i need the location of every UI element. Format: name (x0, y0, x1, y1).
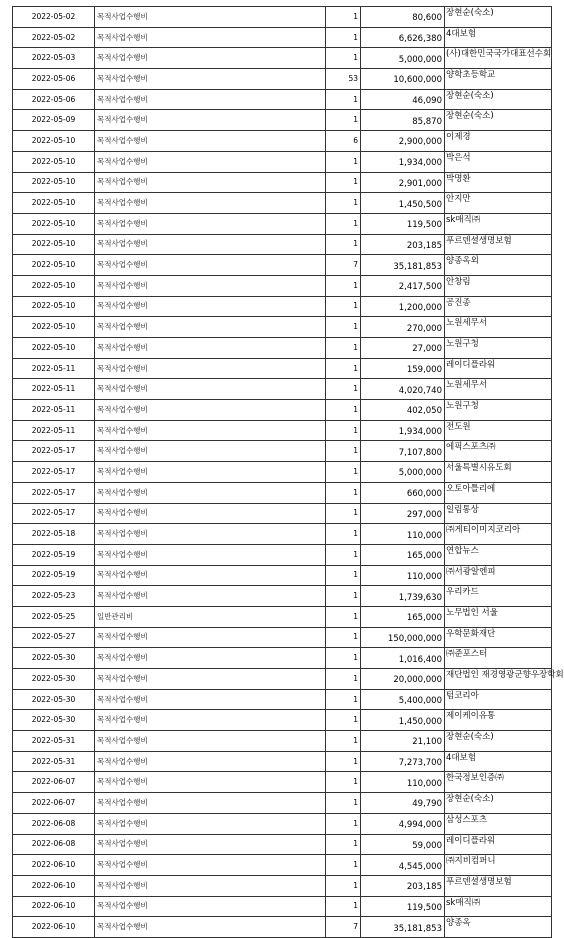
payee-cell: 일림통상 (445, 503, 552, 524)
date-cell: 2022-05-17 (13, 482, 95, 503)
table-row (13, 441, 552, 462)
category-cell: 목적사업수행비 (95, 69, 326, 90)
table-row (13, 689, 552, 710)
count-cell: 1 (326, 648, 361, 669)
count-cell: 1 (326, 482, 361, 503)
payee-cell: 4대보험 (445, 751, 552, 772)
amount-cell: 1,450,500 (361, 193, 445, 214)
table-row (13, 855, 552, 876)
amount-cell: 7,107,800 (361, 441, 445, 462)
amount-cell: 4,545,000 (361, 855, 445, 876)
date-cell: 2022-06-08 (13, 834, 95, 855)
count-cell: 1 (326, 606, 361, 627)
category-cell: 목적사업수행비 (95, 317, 326, 338)
date-cell: 2022-05-18 (13, 524, 95, 545)
payee-cell: ㈜게티이미지코리아 (445, 524, 552, 545)
amount-cell: 1,016,400 (361, 648, 445, 669)
category-cell: 목적사업수행비 (95, 255, 326, 276)
date-cell: 2022-05-02 (13, 7, 95, 28)
category-cell: 목적사업수행비 (95, 855, 326, 876)
payee-cell: 텀코리아 (445, 689, 552, 710)
amount-cell: 297,000 (361, 503, 445, 524)
count-cell: 1 (326, 379, 361, 400)
amount-cell: 203,185 (361, 234, 445, 255)
amount-cell: 119,500 (361, 213, 445, 234)
table-row (13, 896, 552, 917)
count-cell: 1 (326, 544, 361, 565)
category-cell: 목적사업수행비 (95, 275, 326, 296)
ledger-body (13, 7, 564, 938)
amount-cell: 1,450,000 (361, 710, 445, 731)
amount-cell: 159,000 (361, 358, 445, 379)
category-cell: 목적사업수행비 (95, 400, 326, 421)
category-cell: 목적사업수행비 (95, 813, 326, 834)
category-cell: 목적사업수행비 (95, 751, 326, 772)
count-cell: 1 (326, 420, 361, 441)
count-cell: 1 (326, 400, 361, 421)
table-row (13, 482, 552, 503)
payee-cell: 4대보험 (445, 27, 552, 48)
amount-cell: 5,400,000 (361, 689, 445, 710)
count-cell: 1 (326, 813, 361, 834)
date-cell: 2022-05-10 (13, 296, 95, 317)
amount-cell: 110,000 (361, 772, 445, 793)
amount-cell: 5,000,000 (361, 48, 445, 69)
date-cell: 2022-05-30 (13, 689, 95, 710)
payee-cell: 장현순(숙소) (445, 793, 552, 814)
date-cell: 2022-05-11 (13, 420, 95, 441)
category-cell: 목적사업수행비 (95, 544, 326, 565)
count-cell: 53 (326, 69, 361, 90)
category-cell: 목적사업수행비 (95, 669, 326, 690)
amount-cell: 46,090 (361, 89, 445, 110)
amount-cell: 5,000,000 (361, 462, 445, 483)
table-row (13, 669, 552, 690)
count-cell: 1 (326, 151, 361, 172)
category-cell: 목적사업수행비 (95, 441, 326, 462)
date-cell: 2022-05-10 (13, 213, 95, 234)
date-cell: 2022-05-17 (13, 441, 95, 462)
date-cell: 2022-05-06 (13, 69, 95, 90)
payee-cell: 레이디플라워 (445, 358, 552, 379)
table-row (13, 586, 552, 607)
table-row (13, 772, 552, 793)
category-cell: 목적사업수행비 (95, 213, 326, 234)
payee-cell: 양종옥 (445, 917, 552, 938)
date-cell: 2022-05-09 (13, 110, 95, 131)
count-cell: 1 (326, 710, 361, 731)
count-cell: 7 (326, 917, 361, 938)
table-row (13, 48, 552, 69)
amount-cell: 2,900,000 (361, 131, 445, 152)
date-cell: 2022-05-06 (13, 89, 95, 110)
count-cell: 1 (326, 172, 361, 193)
table-row (13, 503, 552, 524)
payee-cell: 장현순(숙소) (445, 731, 552, 752)
date-cell: 2022-06-10 (13, 875, 95, 896)
category-cell: 목적사업수행비 (95, 89, 326, 110)
category-cell: 목적사업수행비 (95, 565, 326, 586)
date-cell: 2022-05-10 (13, 131, 95, 152)
date-cell: 2022-05-19 (13, 565, 95, 586)
payee-cell: ㈜지비컴퍼니 (445, 855, 552, 876)
count-cell: 1 (326, 834, 361, 855)
count-cell: 1 (326, 524, 361, 545)
table-row (13, 875, 552, 896)
date-cell: 2022-05-31 (13, 731, 95, 752)
category-cell: 목적사업수행비 (95, 27, 326, 48)
payee-cell: ㈜서광알엔피 (445, 565, 552, 586)
category-cell: 목적사업수행비 (95, 7, 326, 28)
count-cell: 1 (326, 772, 361, 793)
date-cell: 2022-05-10 (13, 275, 95, 296)
amount-cell: 1,200,000 (361, 296, 445, 317)
count-cell: 1 (326, 503, 361, 524)
date-cell: 2022-05-19 (13, 544, 95, 565)
date-cell: 2022-05-11 (13, 358, 95, 379)
amount-cell: 165,000 (361, 606, 445, 627)
amount-cell: 2,417,500 (361, 275, 445, 296)
count-cell: 1 (326, 317, 361, 338)
category-cell: 목적사업수행비 (95, 586, 326, 607)
payee-cell: 안지만 (445, 193, 552, 214)
count-cell: 1 (326, 751, 361, 772)
date-cell: 2022-05-03 (13, 48, 95, 69)
payee-cell: 에픽스포츠㈜ (445, 441, 552, 462)
category-cell: 목적사업수행비 (95, 338, 326, 359)
date-cell: 2022-05-11 (13, 379, 95, 400)
table-row (13, 606, 552, 627)
amount-cell: 4,994,000 (361, 813, 445, 834)
date-cell: 2022-06-07 (13, 793, 95, 814)
count-cell: 7 (326, 255, 361, 276)
payee-cell: 양학초등학교 (445, 69, 552, 90)
count-cell: 1 (326, 27, 361, 48)
date-cell: 2022-05-30 (13, 669, 95, 690)
date-cell: 2022-05-10 (13, 317, 95, 338)
table-row (13, 27, 552, 48)
payee-cell: 서울특별시유도회 (445, 462, 552, 483)
category-cell: 목적사업수행비 (95, 420, 326, 441)
amount-cell: 150,000,000 (361, 627, 445, 648)
category-cell: 목적사업수행비 (95, 358, 326, 379)
date-cell: 2022-05-31 (13, 751, 95, 772)
count-cell: 1 (326, 358, 361, 379)
expense-ledger-table (12, 6, 564, 938)
category-cell: 일반관리비 (95, 606, 326, 627)
table-row (13, 648, 552, 669)
table-row (13, 420, 552, 441)
payee-cell: 노원구청 (445, 338, 552, 359)
payee-cell: 푸르덴셜생명보험 (445, 875, 552, 896)
category-cell: 목적사업수행비 (95, 110, 326, 131)
amount-cell: 35,181,853 (361, 255, 445, 276)
count-cell: 1 (326, 89, 361, 110)
count-cell: 1 (326, 213, 361, 234)
payee-cell: 오토아틀리에 (445, 482, 552, 503)
amount-cell: 6,626,380 (361, 27, 445, 48)
date-cell: 2022-05-30 (13, 710, 95, 731)
payee-cell: 안창림 (445, 275, 552, 296)
date-cell: 2022-06-10 (13, 917, 95, 938)
payee-cell: (사)대한민국국가대표선수회 (445, 48, 552, 69)
category-cell: 목적사업수행비 (95, 462, 326, 483)
count-cell: 1 (326, 896, 361, 917)
amount-cell: 35,181,853 (361, 917, 445, 938)
date-cell: 2022-05-10 (13, 338, 95, 359)
table-row (13, 255, 552, 276)
table-row (13, 317, 552, 338)
payee-cell: 우리카드 (445, 586, 552, 607)
count-cell: 1 (326, 296, 361, 317)
amount-cell: 21,100 (361, 731, 445, 752)
payee-cell: 노원세무서 (445, 317, 552, 338)
amount-cell: 203,185 (361, 875, 445, 896)
payee-cell: 우학문화재단 (445, 627, 552, 648)
payee-cell: 삼성스포츠 (445, 813, 552, 834)
count-cell: 1 (326, 669, 361, 690)
table-row (13, 710, 552, 731)
payee-cell: 노원세무서 (445, 379, 552, 400)
count-cell: 1 (326, 875, 361, 896)
category-cell: 목적사업수행비 (95, 172, 326, 193)
category-cell: 목적사업수행비 (95, 710, 326, 731)
payee-cell: ㈜준포스터 (445, 648, 552, 669)
count-cell: 1 (326, 441, 361, 462)
amount-cell: 7,273,700 (361, 751, 445, 772)
table-row (13, 731, 552, 752)
count-cell: 6 (326, 131, 361, 152)
table-row (13, 400, 552, 421)
payee-cell: 박명환 (445, 172, 552, 193)
table-row (13, 131, 552, 152)
date-cell: 2022-05-30 (13, 648, 95, 669)
count-cell: 1 (326, 793, 361, 814)
table-row (13, 213, 552, 234)
table-row (13, 544, 552, 565)
count-cell: 1 (326, 462, 361, 483)
count-cell: 1 (326, 110, 361, 131)
date-cell: 2022-05-17 (13, 462, 95, 483)
count-cell: 1 (326, 234, 361, 255)
date-cell: 2022-05-10 (13, 234, 95, 255)
count-cell: 1 (326, 7, 361, 28)
table-row (13, 917, 552, 938)
payee-cell: sk매직㈜ (445, 896, 552, 917)
amount-cell: 2,901,000 (361, 172, 445, 193)
amount-cell: 1,739,630 (361, 586, 445, 607)
category-cell: 목적사업수행비 (95, 48, 326, 69)
amount-cell: 165,000 (361, 544, 445, 565)
date-cell: 2022-05-23 (13, 586, 95, 607)
count-cell: 1 (326, 193, 361, 214)
amount-cell: 85,870 (361, 110, 445, 131)
payee-cell: 레이디플라워 (445, 834, 552, 855)
amount-cell: 110,000 (361, 565, 445, 586)
table-row (13, 462, 552, 483)
category-cell: 목적사업수행비 (95, 524, 326, 545)
category-cell: 목적사업수행비 (95, 648, 326, 669)
table-row (13, 296, 552, 317)
payee-cell: 노무법인 서울 (445, 606, 552, 627)
table-row (13, 565, 552, 586)
amount-cell: 49,790 (361, 793, 445, 814)
amount-cell: 59,000 (361, 834, 445, 855)
table-row (13, 793, 552, 814)
table-row (13, 379, 552, 400)
table-row (13, 172, 552, 193)
payee-cell: sk매직㈜ (445, 213, 552, 234)
amount-cell: 10,600,000 (361, 69, 445, 90)
count-cell: 1 (326, 627, 361, 648)
amount-cell: 1,934,000 (361, 151, 445, 172)
date-cell: 2022-06-07 (13, 772, 95, 793)
payee-cell: 연합뉴스 (445, 544, 552, 565)
table-row (13, 813, 552, 834)
date-cell: 2022-05-10 (13, 193, 95, 214)
category-cell: 목적사업수행비 (95, 875, 326, 896)
category-cell: 목적사업수행비 (95, 731, 326, 752)
category-cell: 목적사업수행비 (95, 627, 326, 648)
count-cell: 1 (326, 586, 361, 607)
count-cell: 1 (326, 275, 361, 296)
payee-cell: 공진종 (445, 296, 552, 317)
count-cell: 1 (326, 731, 361, 752)
date-cell: 2022-05-25 (13, 606, 95, 627)
category-cell: 목적사업수행비 (95, 234, 326, 255)
count-cell: 1 (326, 565, 361, 586)
payee-cell: 양종옥외 (445, 255, 552, 276)
table-row (13, 193, 552, 214)
payee-cell: 장현순(숙소) (445, 110, 552, 131)
table-row (13, 69, 552, 90)
amount-cell: 402,050 (361, 400, 445, 421)
payee-cell: 제이케이유통 (445, 710, 552, 731)
payee-cell: 노원구청 (445, 400, 552, 421)
payee-cell: 한국정보인증㈜ (445, 772, 552, 793)
category-cell: 목적사업수행비 (95, 772, 326, 793)
payee-cell: 장현순(숙소) (445, 89, 552, 110)
table-row (13, 338, 552, 359)
amount-cell: 4,020,740 (361, 379, 445, 400)
count-cell: 1 (326, 689, 361, 710)
amount-cell: 660,000 (361, 482, 445, 503)
payee-cell: 박은석 (445, 151, 552, 172)
count-cell: 1 (326, 48, 361, 69)
amount-cell: 110,000 (361, 524, 445, 545)
date-cell: 2022-06-10 (13, 855, 95, 876)
category-cell: 목적사업수행비 (95, 131, 326, 152)
table-row (13, 834, 552, 855)
payee-cell: 재단법인 재경영광군향우장학회 (445, 669, 552, 690)
category-cell: 목적사업수행비 (95, 151, 326, 172)
category-cell: 목적사업수행비 (95, 296, 326, 317)
table-row (13, 110, 552, 131)
date-cell: 2022-05-17 (13, 503, 95, 524)
table-row (13, 151, 552, 172)
payee-cell: 이제경 (445, 131, 552, 152)
category-cell: 목적사업수행비 (95, 193, 326, 214)
date-cell: 2022-05-11 (13, 400, 95, 421)
category-cell: 목적사업수행비 (95, 503, 326, 524)
payee-cell: 푸르덴셜생명보험 (445, 234, 552, 255)
category-cell: 목적사업수행비 (95, 917, 326, 938)
date-cell: 2022-05-10 (13, 255, 95, 276)
category-cell: 목적사업수행비 (95, 379, 326, 400)
date-cell: 2022-05-02 (13, 27, 95, 48)
count-cell: 1 (326, 338, 361, 359)
table-row (13, 234, 552, 255)
amount-cell: 80,600 (361, 7, 445, 28)
count-cell: 1 (326, 855, 361, 876)
date-cell: 2022-05-10 (13, 172, 95, 193)
table-row (13, 89, 552, 110)
payee-cell: 전도원 (445, 420, 552, 441)
category-cell: 목적사업수행비 (95, 689, 326, 710)
date-cell: 2022-05-10 (13, 151, 95, 172)
payee-cell: 장현순(숙소) (445, 7, 552, 28)
amount-cell: 27,000 (361, 338, 445, 359)
table-row (13, 275, 552, 296)
category-cell: 목적사업수행비 (95, 896, 326, 917)
date-cell: 2022-06-10 (13, 896, 95, 917)
amount-cell: 1,934,000 (361, 420, 445, 441)
table-row (13, 627, 552, 648)
category-cell: 목적사업수행비 (95, 482, 326, 503)
table-row (13, 358, 552, 379)
date-cell: 2022-06-08 (13, 813, 95, 834)
amount-cell: 270,000 (361, 317, 445, 338)
category-cell: 목적사업수행비 (95, 793, 326, 814)
amount-cell: 119,500 (361, 896, 445, 917)
category-cell: 목적사업수행비 (95, 834, 326, 855)
table-row (13, 524, 552, 545)
table-row (13, 751, 552, 772)
table-row (13, 7, 552, 28)
date-cell: 2022-05-27 (13, 627, 95, 648)
amount-cell: 20,000,000 (361, 669, 445, 690)
